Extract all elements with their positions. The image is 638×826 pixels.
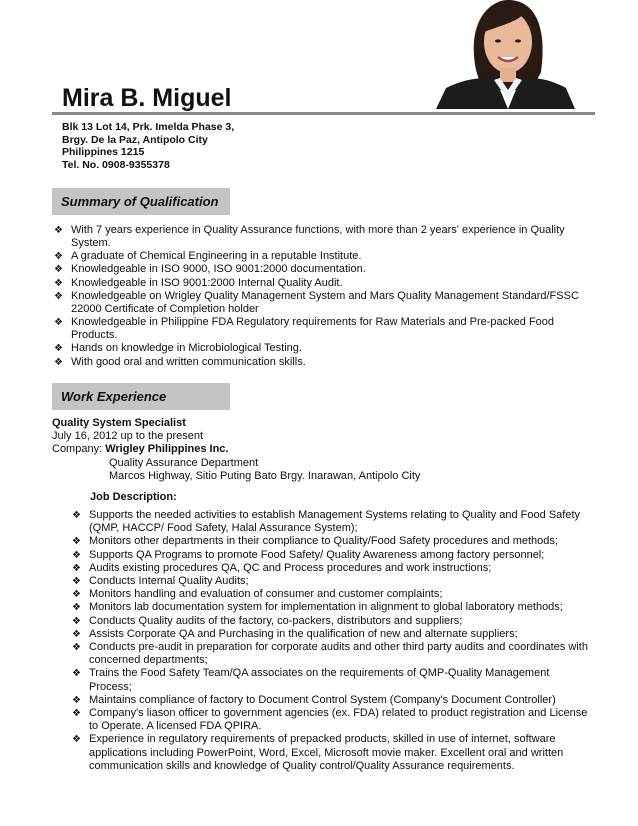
- summary-text: With 7 years experience in Quality Assurance functions, with more than 2 years' experience in Quality System.: [71, 224, 565, 250]
- job-dates: July 16, 2012 up to the present: [52, 430, 204, 443]
- summary-item: [54, 342, 593, 355]
- duty-item: [72, 601, 591, 614]
- summary-text: Knowledgeable on Wrigley Quality Management System and Mars Quality Management Standard/FSSC 22000 Certificate of Completion holder: [71, 289, 579, 315]
- duty-item: [72, 575, 591, 588]
- diamond-bullet-icon: ❖: [54, 264, 63, 276]
- diamond-bullet-icon: ❖: [72, 694, 81, 706]
- summary-item: [54, 250, 593, 263]
- summary-text: Knowledgeable in ISO 9000, ISO 9001:2000 documentation.: [71, 263, 366, 276]
- duty-text: Company's liason officer to government agencies (ex. FDA) related to product registration and License to Operate. A licensed FDA QPIRA.: [89, 707, 588, 733]
- header-divider: [52, 112, 595, 115]
- diamond-bullet-icon: ❖: [72, 562, 81, 574]
- job-title: Quality System Specialist: [52, 417, 186, 429]
- work-heading: Work Experience: [52, 383, 230, 410]
- diamond-bullet-icon: ❖: [72, 615, 81, 627]
- company-line: [52, 443, 612, 456]
- summary-item: [54, 355, 593, 369]
- diamond-bullet-icon: ❖: [72, 510, 81, 521]
- contact-address: [62, 121, 234, 171]
- duty-text: Monitors other departments in their compliance to Quality/Food Safety procedures and methods;: [89, 535, 558, 548]
- duty-item: [72, 509, 591, 535]
- diamond-bullet-icon: ❖: [72, 576, 81, 588]
- duty-text: Maintains compliance of factory to Document Control System (Company's Document Controller): [89, 693, 556, 706]
- duty-text: Assists Corporate QA and Purchasing in the qualification of new and alternate suppliers;: [89, 627, 518, 640]
- diamond-bullet-icon: ❖: [54, 277, 63, 289]
- duties-list: [72, 509, 591, 773]
- company-name: Wrigley Philippines Inc.: [105, 443, 229, 456]
- duty-item: [72, 561, 591, 575]
- diamond-bullet-icon: ❖: [72, 734, 81, 746]
- duty-item: [72, 733, 591, 773]
- duty-text: Trains the Food Safety Team/QA associates on the requirements of QMP-Quality Management Process;: [89, 667, 550, 693]
- duty-text: Monitors lab documentation system for implementation in alignment to global laboratory methods;: [89, 601, 563, 614]
- phone-number: Tel. No. 0908-9355378: [62, 158, 170, 171]
- profile-photo: [436, 0, 575, 109]
- summary-text: A graduate of Chemical Engineering in a reputable Institute.: [71, 250, 362, 263]
- diamond-bullet-icon: ❖: [54, 317, 63, 329]
- diamond-bullet-icon: ❖: [72, 642, 81, 654]
- diamond-bullet-icon: ❖: [54, 356, 63, 368]
- duty-item: [72, 627, 591, 641]
- duty-text: Monitors handling and evaluation of consumer and customer complaints;: [89, 588, 443, 601]
- duty-text: Conducts pre-audit in preparation for corporate audits and other third party audits and coordinates with concerned departments;: [89, 641, 588, 667]
- diamond-bullet-icon: ❖: [72, 602, 81, 614]
- summary-list: [54, 224, 593, 369]
- diamond-bullet-icon: ❖: [54, 290, 63, 302]
- summary-text: Knowledgeable in ISO 9001:2000 Internal Quality Audit.: [71, 276, 343, 289]
- duty-item: [72, 535, 591, 548]
- diamond-bullet-icon: ❖: [54, 343, 63, 355]
- duty-text: Experience in regulatory requirements of prepacked products, skilled in use of internet, software applications including PowerPoint, Word, Excel, Microsoft movie maker. Excellent oral and written communication skills and knowledge of Quality control/Quality Assurance requirements.: [89, 733, 564, 772]
- duty-text: Audits existing procedures QA, QC and Process procedures and work instructions;: [89, 561, 492, 574]
- summary-text: Knowledgeable in Philippine FDA Regulatory requirements for Raw Materials and Pre-packed Food Products.: [71, 316, 555, 342]
- candidate-name: Mira B. Miguel: [62, 84, 232, 112]
- summary-heading: Summary of Qualification: [52, 188, 230, 215]
- company-label: Company:: [52, 443, 103, 456]
- address-line: Philippines 1215: [62, 146, 145, 159]
- portrait-image: [436, 0, 575, 109]
- summary-item: [54, 224, 593, 250]
- diamond-bullet-icon: ❖: [72, 536, 81, 548]
- address-line: Blk 13 Lot 14, Prk. Imelda Phase 3,: [62, 121, 235, 133]
- diamond-bullet-icon: ❖: [72, 589, 81, 601]
- summary-item: [54, 289, 593, 316]
- diamond-bullet-icon: ❖: [54, 225, 63, 236]
- summary-item: [54, 263, 593, 276]
- duty-item: [72, 588, 591, 601]
- duty-item: [72, 693, 591, 707]
- company-location: Marcos Highway, Sitio Puting Bato Brgy. Inarawan, Antipolo City: [109, 469, 421, 482]
- duty-item: [72, 614, 591, 628]
- address-line: Brgy. De la Paz, Antipolo City: [62, 133, 208, 146]
- summary-text: Hands on knowledge in Microbiological Testing.: [71, 342, 302, 355]
- duty-item: [72, 707, 591, 733]
- diamond-bullet-icon: ❖: [72, 668, 81, 680]
- department: Quality Assurance Department: [109, 456, 259, 469]
- duty-text: Supports QA Programs to promote Food Safety/ Quality Awareness among factory personnel;: [89, 548, 545, 561]
- job-entry: [52, 417, 612, 504]
- summary-item: [54, 316, 593, 342]
- diamond-bullet-icon: ❖: [72, 628, 81, 640]
- duty-text: Conducts Internal Quality Audits;: [89, 575, 249, 588]
- diamond-bullet-icon: ❖: [72, 708, 81, 720]
- diamond-bullet-icon: ❖: [54, 251, 63, 263]
- duty-item: [72, 641, 591, 667]
- duty-text: Conducts Quality audits of the factory, co-packers, distributors and suppliers;: [89, 614, 463, 627]
- summary-text: With good oral and written communication skills.: [71, 355, 306, 368]
- duty-item: [72, 667, 591, 693]
- job-description-heading: Job Description:: [90, 491, 177, 504]
- diamond-bullet-icon: ❖: [72, 549, 81, 561]
- duty-item: [72, 548, 591, 562]
- summary-item: [54, 276, 593, 290]
- duty-text: Supports the needed activities to establish Management Systems relating to Quality and Food Safety (QMP, HACCP/ Food Safety, Halal Assurance System);: [89, 509, 580, 535]
